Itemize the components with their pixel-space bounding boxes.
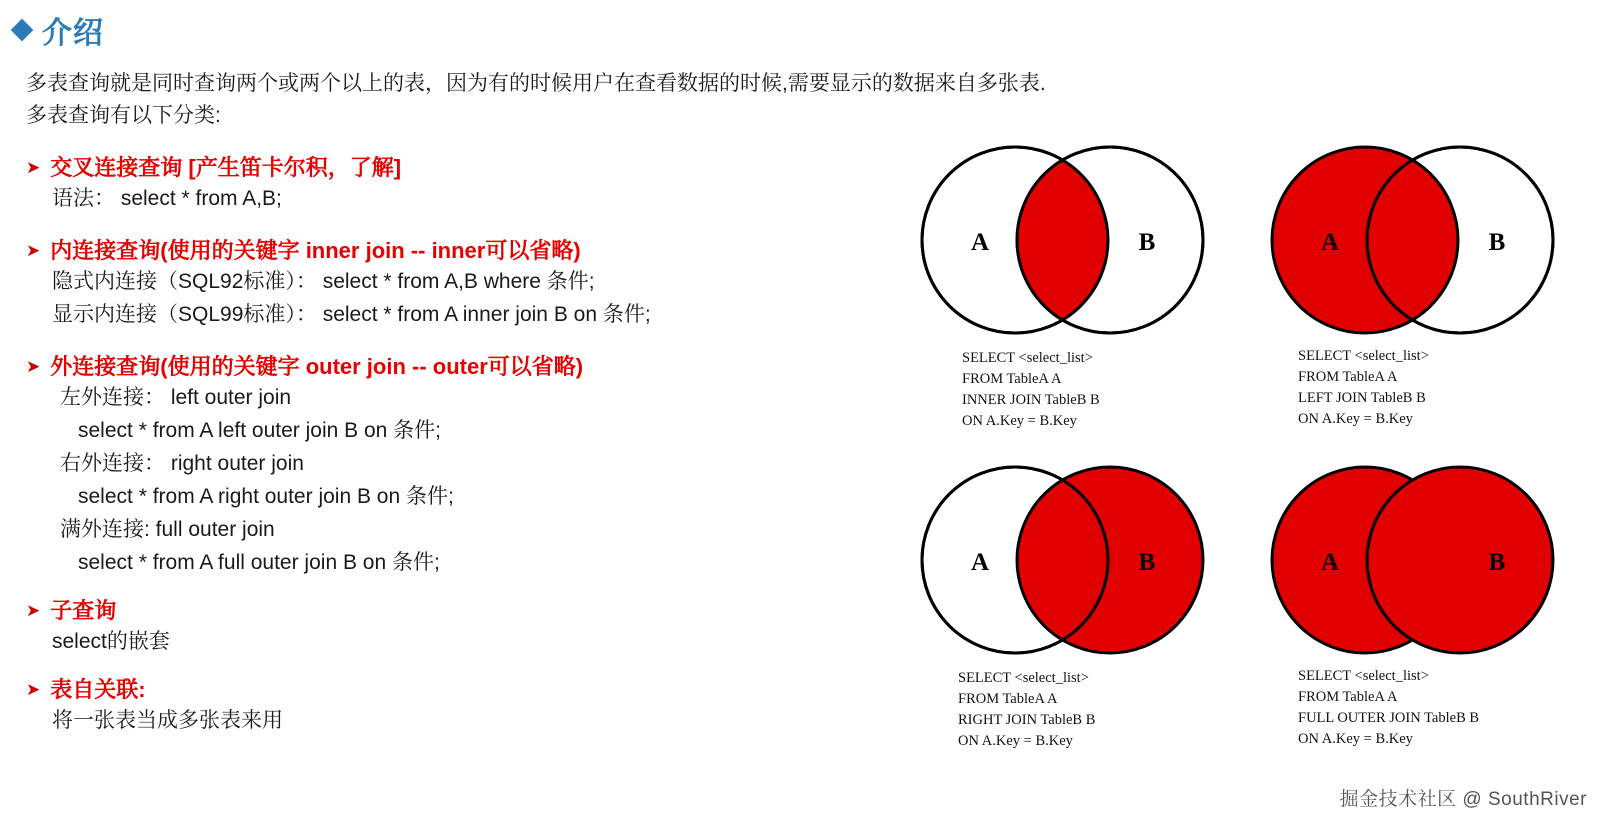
body-line: select * from A left outer join B on 条件; xyxy=(78,419,441,442)
section-self-join xyxy=(26,676,906,737)
intro-line-1: 多表查询就是同时查询两个或两个以上的表，因为有的时候用户在查看数据的时候,需要显示的数据来自多张表. xyxy=(26,72,1046,95)
venn-label-a: A xyxy=(970,549,990,576)
section-header xyxy=(26,597,906,625)
arrow-bullet-icon: ➤ xyxy=(26,680,41,699)
venn-right-join xyxy=(910,460,1220,752)
section-title: 子查询 xyxy=(50,598,117,623)
caption-line: FROM TableA A xyxy=(1298,369,1398,385)
section-inner-join xyxy=(26,237,906,331)
caption-line: FULL OUTER JOIN TableB B xyxy=(1298,710,1480,726)
caption-line: FROM TableA A xyxy=(958,691,1058,707)
watermark: 掘金技术社区 @ SouthRiver xyxy=(1339,789,1587,810)
venn-caption xyxy=(962,348,1220,432)
venn-label-a: A xyxy=(970,229,990,256)
caption-line: INNER JOIN TableB B xyxy=(962,392,1100,408)
caption-line: RIGHT JOIN TableB B xyxy=(958,712,1096,728)
caption-line: SELECT <select_list> xyxy=(1298,668,1429,684)
caption-line: ON A.Key = B.Key xyxy=(962,413,1077,429)
body-line: 将一张表当成多张表来用 xyxy=(52,709,283,732)
page-title: 介绍 xyxy=(42,17,104,50)
body-line: 满外连接: full outer join xyxy=(60,518,275,541)
caption-line: ON A.Key = B.Key xyxy=(1298,731,1413,747)
venn-full-outer-join xyxy=(1260,460,1570,750)
venn-label-b: B xyxy=(1138,549,1156,576)
section-header xyxy=(26,154,906,182)
venn-left-join xyxy=(1260,140,1570,430)
caption-line: SELECT <select_list> xyxy=(1298,348,1429,364)
venn-left-join-graphic xyxy=(1260,140,1570,340)
section-body xyxy=(52,381,906,579)
body-line: 右外连接： right outer join xyxy=(60,452,304,475)
venn-label-b: B xyxy=(1488,549,1506,576)
venn-label-b: B xyxy=(1488,229,1506,256)
body-line: select的嵌套 xyxy=(52,630,170,653)
caption-line: FROM TableA A xyxy=(962,371,1062,387)
section-body xyxy=(52,704,906,737)
arrow-bullet-icon: ➤ xyxy=(26,357,41,376)
section-header xyxy=(26,353,906,381)
venn-caption xyxy=(1298,346,1570,430)
section-body xyxy=(52,182,906,215)
venn-label-a: A xyxy=(1320,229,1340,256)
body-line: 显示内连接（SQL99标准）： select * from A inner join B on 条件; xyxy=(52,303,651,326)
section-title: 表自关联: xyxy=(50,677,146,702)
caption-line: SELECT <select_list> xyxy=(962,350,1093,366)
section-body xyxy=(52,265,906,331)
caption-line: SELECT <select_list> xyxy=(958,670,1089,686)
section-title: 内连接查询(使用的关键字 inner join -- inner可以省略) xyxy=(50,238,581,263)
section-body xyxy=(52,625,906,658)
venn-caption xyxy=(958,668,1220,752)
section-subquery xyxy=(26,597,906,658)
intro-line-2: 多表查询有以下分类: xyxy=(26,104,221,127)
arrow-bullet-icon: ➤ xyxy=(26,601,41,620)
venn-label-a: A xyxy=(1320,549,1340,576)
section-title: 交叉连接查询 [产生笛卡尔积，了解] xyxy=(50,155,402,180)
caption-line: FROM TableA A xyxy=(1298,689,1398,705)
body-line: 左外连接： left outer join xyxy=(60,386,292,409)
venn-inner-join-graphic xyxy=(910,140,1220,340)
arrow-bullet-icon: ➤ xyxy=(26,241,41,260)
body-line: 隐式内连接（SQL92标准）： select * from A,B where 条件; xyxy=(52,270,595,293)
section-cross-join xyxy=(26,154,906,215)
section-title: 外连接查询(使用的关键字 outer join -- outer可以省略) xyxy=(50,354,584,379)
arrow-bullet-icon: ➤ xyxy=(26,158,41,177)
body-line: select * from A full outer join B on 条件; xyxy=(78,551,440,574)
venn-full-outer-join-graphic xyxy=(1260,460,1570,660)
venn-label-b: B xyxy=(1138,229,1156,256)
venn-right-join-graphic xyxy=(910,460,1220,660)
diamond-icon xyxy=(11,19,34,42)
caption-line: ON A.Key = B.Key xyxy=(1298,411,1413,427)
section-header xyxy=(26,676,906,704)
section-outer-join xyxy=(26,353,906,579)
page-heading xyxy=(14,8,104,52)
body-line: 语法： select * from A,B; xyxy=(52,187,282,210)
caption-line: ON A.Key = B.Key xyxy=(958,733,1073,749)
body-line: select * from A right outer join B on 条件; xyxy=(78,485,454,508)
venn-caption xyxy=(1298,666,1570,750)
section-header xyxy=(26,237,906,265)
venn-diagram-group xyxy=(910,140,1590,770)
venn-inner-join xyxy=(910,140,1220,432)
caption-line: LEFT JOIN TableB B xyxy=(1298,390,1426,406)
